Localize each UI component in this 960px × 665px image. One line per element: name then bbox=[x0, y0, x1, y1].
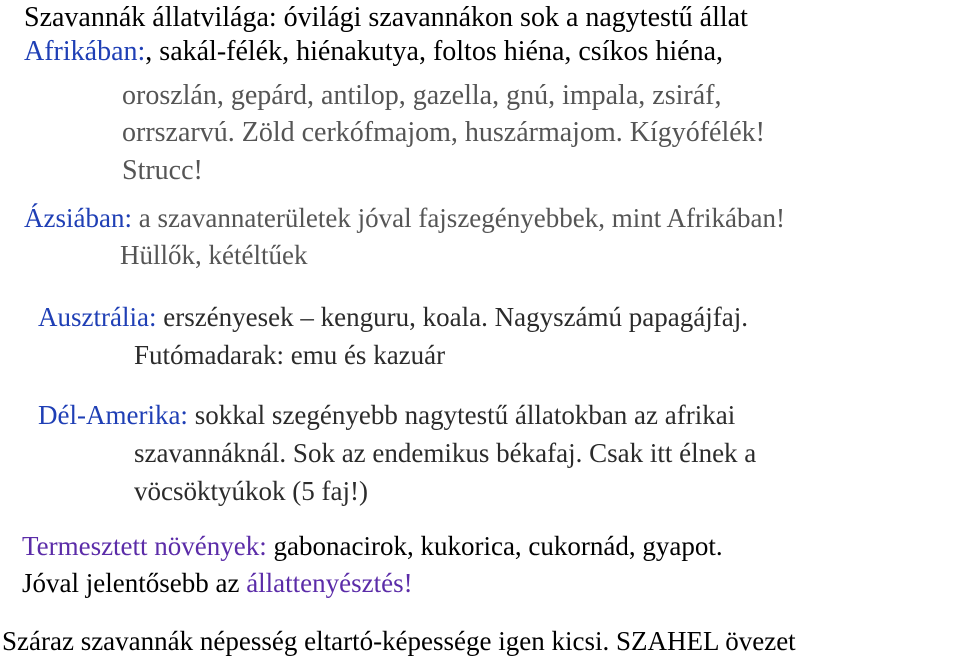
ausztralia-line-1 bbox=[38, 304, 748, 331]
delamerika-line-3-text: vöcsöktyúkok (5 faj!) bbox=[134, 476, 368, 506]
afrika-label: Afrikában: bbox=[24, 36, 146, 67]
afrika-line-3 bbox=[122, 82, 721, 110]
novenyek-line-2 bbox=[22, 570, 413, 597]
ausztralia-line-2-text: Futómadarak: emu és kazuár bbox=[134, 340, 446, 370]
novenyek-label: Termesztett növények: bbox=[22, 531, 267, 561]
novenyek-line-1 bbox=[22, 533, 723, 560]
azsia-line-1-text: a szavannaterületek jóval fajszegényebbek, mint Afrikában! bbox=[131, 203, 785, 233]
novenyek-highlight: állattenyésztés! bbox=[246, 568, 413, 598]
heading-line bbox=[24, 4, 748, 32]
delamerika-line-2 bbox=[134, 440, 756, 467]
azsia-line-1 bbox=[24, 205, 785, 232]
delamerika-label: Dél-Amerika: bbox=[38, 400, 188, 430]
azsia-line-2-text: Hüllők, kétéltűek bbox=[120, 240, 308, 270]
footer-text: Száraz szavannák népesség eltartó-képessége igen kicsi. SZAHEL övezet bbox=[2, 626, 796, 656]
afrika-line-5-text: Strucc! bbox=[122, 155, 203, 186]
footer-line bbox=[2, 628, 796, 655]
azsia-line-2 bbox=[120, 242, 307, 269]
afrika-line-4-text: orrszarvú. Zöld cerkófmajom, huszármajom. Kígyófélék! bbox=[122, 117, 766, 148]
delamerika-line-2-text: szavannáknál. Sok az endemikus békafaj. Csak itt élnek a bbox=[134, 438, 757, 468]
afrika-line-5 bbox=[122, 157, 203, 185]
afrika-line-2 bbox=[24, 38, 723, 66]
afrika-line-3-text: oroszlán, gepárd, antilop, gazella, gnú, impala, zsiráf, bbox=[122, 80, 722, 111]
azsia-label: Ázsiában: bbox=[24, 203, 132, 233]
delamerika-line-1-text: sokkal szegényebb nagytestű állatokban az afrikai bbox=[187, 400, 736, 430]
heading-text: Szavannák állatvilága: óvilági szavannákon sok a nagytestű állat bbox=[24, 2, 748, 33]
ausztralia-line-2 bbox=[134, 342, 445, 369]
delamerika-line-3 bbox=[134, 478, 368, 505]
ausztralia-line-1-text: erszényesek – kenguru, koala. Nagyszámú papagájfaj. bbox=[156, 302, 748, 332]
afrika-line-4 bbox=[122, 119, 765, 147]
novenyek-line-1-text: gabonacirok, kukorica, cukornád, gyapot. bbox=[266, 531, 723, 561]
ausztralia-label: Ausztrália: bbox=[38, 302, 157, 332]
novenyek-line-2-text: Jóval jelentősebb az bbox=[22, 568, 247, 598]
afrika-line-2-text: , sakál-félék, hiénakutya, foltos hiéna, csíkos hiéna, bbox=[145, 36, 724, 67]
delamerika-line-1 bbox=[38, 402, 735, 429]
